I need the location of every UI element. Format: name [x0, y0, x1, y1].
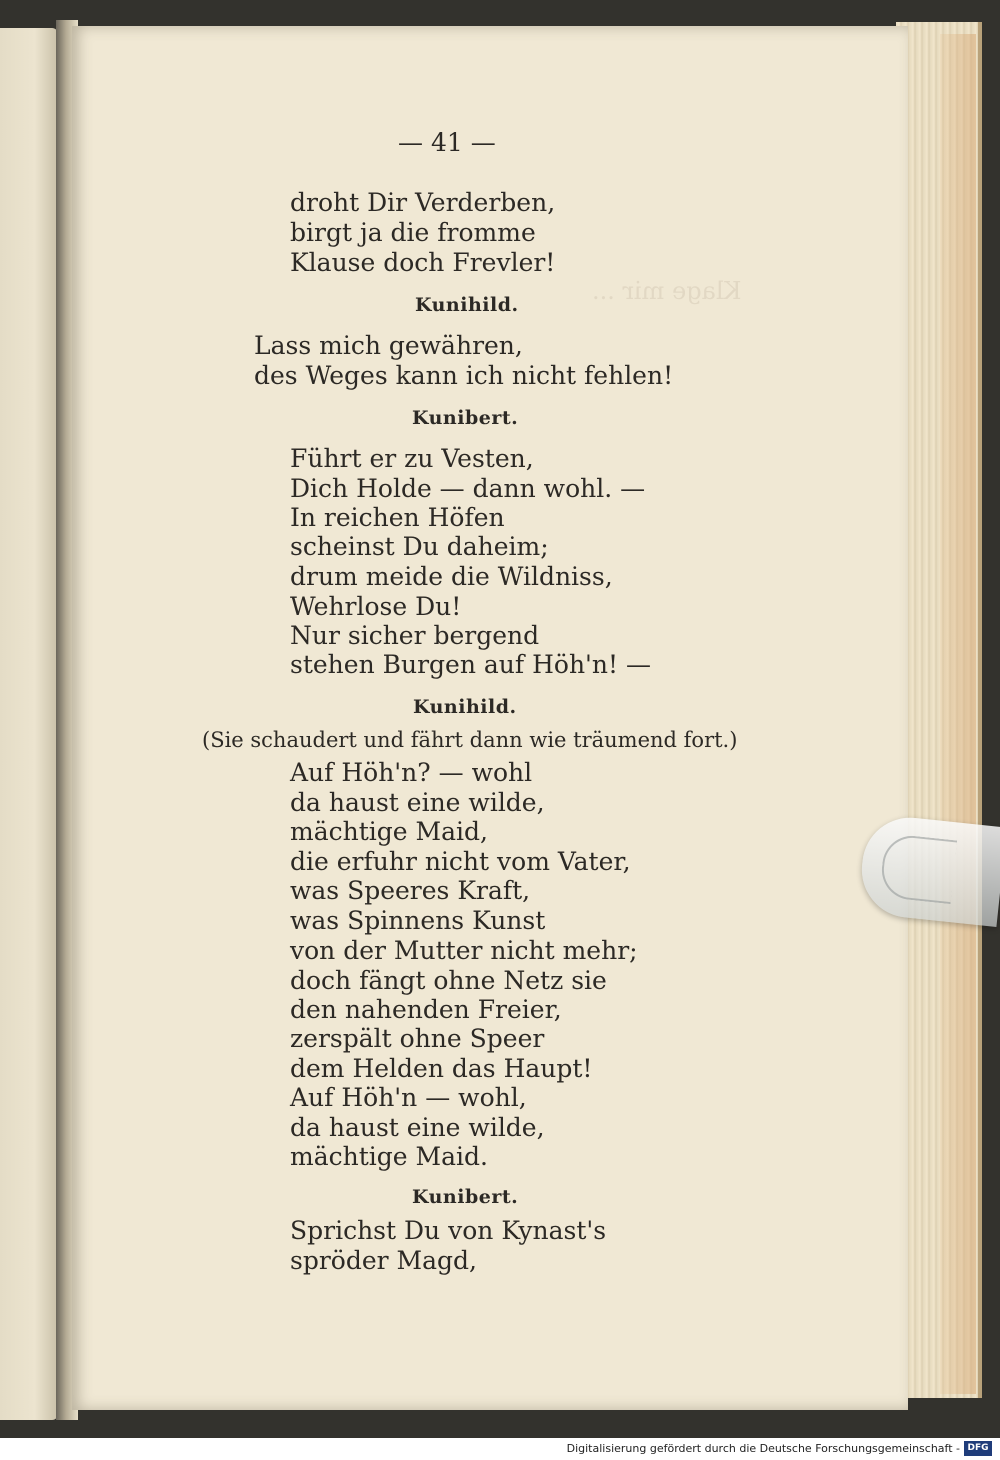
book-page: [72, 26, 908, 1410]
left-page-edge: [0, 28, 58, 1420]
verse-line: droht Dir Verderben,: [290, 188, 556, 217]
verse-line: da haust eine wilde,: [290, 788, 545, 817]
page-edge-tint: [940, 34, 976, 1394]
show-through-text: Klage mir ...: [592, 277, 742, 305]
stage-direction: (Sie schaudert und fährt dann wie träumend fort.): [202, 728, 738, 752]
speaker-name: Kunibert.: [412, 1186, 519, 1208]
verse-line: Führt er zu Vesten,: [290, 444, 534, 473]
verse-line: scheinst Du daheim;: [290, 532, 549, 561]
verse-line: was Spinnens Kunst: [290, 906, 546, 935]
dfg-logo-icon: DFG: [964, 1441, 992, 1456]
verse-line: Sprichst Du von Kynast's: [290, 1216, 607, 1245]
verse-line: Nur sicher bergend: [290, 621, 540, 650]
verse-line: mächtige Maid.: [290, 1142, 488, 1171]
verse-line: da haust eine wilde,: [290, 1113, 545, 1142]
speaker-name: Kunihild.: [415, 294, 519, 316]
verse-line: dem Helden das Haupt!: [290, 1054, 593, 1083]
verse-line: Lass mich gewähren,: [254, 331, 523, 360]
verse-line: In reichen Höfen: [290, 503, 505, 532]
verse-line: doch fängt ohne Netz sie: [290, 966, 607, 995]
verse-line: den nahenden Freier,: [290, 995, 562, 1024]
verse-line: birgt ja die fromme: [290, 218, 536, 247]
page-number: — 41 —: [398, 128, 496, 157]
verse-line: Auf Höh'n — wohl,: [290, 1083, 527, 1112]
speaker-name: Kunibert.: [412, 407, 519, 429]
verse-line: des Weges kann ich nicht fehlen!: [254, 361, 674, 390]
verse-line: mächtige Maid,: [290, 817, 488, 846]
verse-line: Wehrlose Du!: [290, 592, 462, 621]
verse-line: Auf Höh'n? — wohl: [290, 758, 533, 787]
verse-line: zerspält ohne Speer: [290, 1024, 545, 1053]
footer-credit: Digitalisierung gefördert durch die Deutsche Forschungsgemeinschaft -: [566, 1442, 960, 1455]
verse-line: stehen Burgen auf Höh'n! —: [290, 650, 652, 679]
clip-icon: [879, 833, 957, 904]
verse-line: die erfuhr nicht vom Vater,: [290, 847, 631, 876]
verse-line: was Speeres Kraft,: [290, 876, 531, 905]
footer-bar: [0, 1438, 1000, 1460]
speaker-name: Kunihild.: [413, 696, 517, 718]
verse-line: Klause doch Frevler!: [290, 248, 556, 277]
verse-line: drum meide die Wildniss,: [290, 562, 613, 591]
verse-line: von der Mutter nicht mehr;: [290, 936, 638, 965]
verse-line: spröder Magd,: [290, 1246, 477, 1275]
verse-line: Dich Holde — dann wohl. —: [290, 474, 646, 503]
